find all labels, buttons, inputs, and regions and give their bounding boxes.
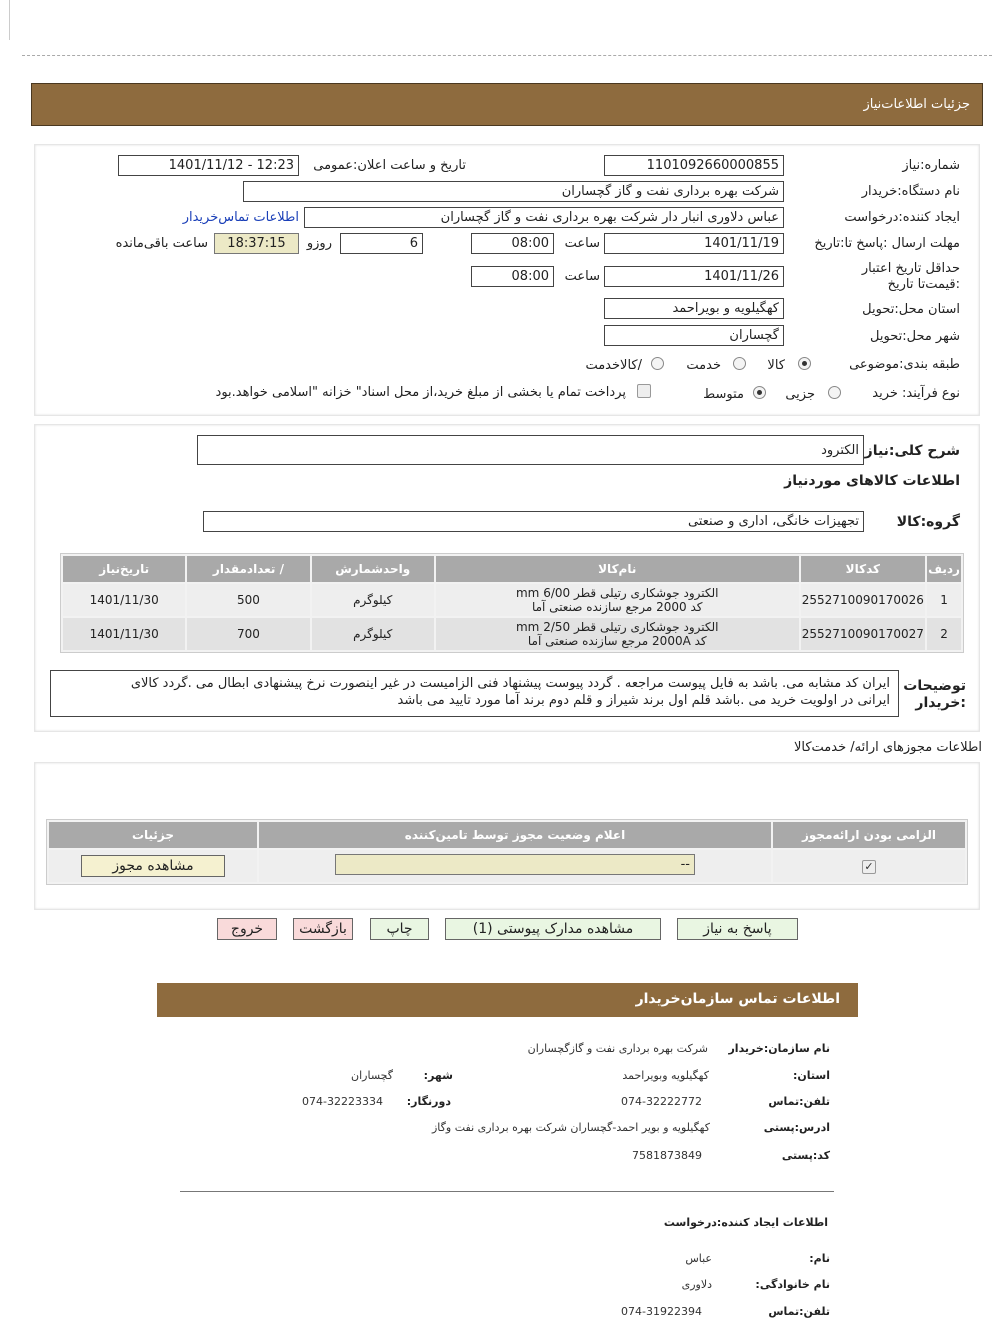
city-field: گچساران [604, 325, 784, 346]
print-button[interactable]: چاپ [370, 918, 429, 940]
top-divider [22, 55, 992, 56]
need-number-label: شماره:نیاز [902, 158, 960, 173]
buyer-notes-label: توضیحات :خریدار [903, 678, 966, 711]
category-both-label: /کالاخدمت [585, 358, 642, 373]
payment-checkbox[interactable] [637, 384, 651, 398]
validity-time-field: 08:00 [471, 266, 554, 287]
desc-label: شرح کلی:نیاز [864, 443, 960, 459]
days-field: 6 [340, 233, 423, 254]
reply-button[interactable]: پاسخ به نیاز [677, 918, 798, 940]
deadline-hour-label: ساعت [564, 236, 600, 251]
creator-name-label: نام: [809, 1252, 830, 1265]
license-required-checkbox[interactable]: ✓ [862, 860, 876, 874]
item-name: الکترود جوشکاری رتیلی قطر 2/50 mm کد 2000A مرجع سازنده صنعتی آما [436, 618, 799, 650]
col-row: ردیف [927, 556, 961, 582]
city-contact-label: شهر: [423, 1069, 453, 1082]
buyer-notes-line2: ایرانی در اولویت خرید می .باشد قلم اول برند شیراز و قلم دوم برند آما مورد تایید می باشد [397, 693, 890, 708]
category-both-radio[interactable] [651, 357, 664, 370]
group-field: تجهیزات خانگی، اداری و صنعتی [203, 511, 864, 532]
province-contact-label: استان: [793, 1069, 830, 1082]
item-code: 2552710090170027 [801, 618, 925, 650]
creator-info-title: اطلاعات ایجاد کننده:درخواست [663, 1216, 828, 1229]
item-unit: کیلوگرم [312, 584, 434, 616]
col-qty: / تعدادمقدار [187, 556, 309, 582]
license-details-cell [49, 850, 257, 882]
desc-field: الکترود [197, 435, 864, 465]
buyer-contact-link[interactable]: اطلاعات تماس‌خریدار [182, 210, 299, 225]
creator-name-value: عباس [685, 1252, 712, 1265]
col-license-status: اعلام وضعیت مجوز توسط تامین‌کننده [259, 822, 771, 848]
buyer-notes-field [50, 670, 899, 717]
phone-label: تلفن:تماس [768, 1095, 830, 1108]
deadline-label: مهلت ارسال :پاسخ تا:تاریخ [814, 236, 960, 251]
province-field: کهگیلویه و بویراحمد [604, 298, 784, 319]
items-table [60, 553, 964, 653]
fax-value: 074-32223334 [302, 1095, 383, 1108]
deadline-date-field: 1401/11/19 [604, 233, 784, 254]
col-name: نام‌کالا [436, 556, 799, 582]
validity-date-field: 1401/11/26 [604, 266, 784, 287]
buyer-field: شرکت بهره برداری نفت و گاز گچساران [243, 181, 784, 202]
goods-info-title: اطلاعات کالاهای موردنیاز [784, 473, 960, 489]
process-partial-radio[interactable] [828, 386, 841, 399]
category-goods-radio[interactable] [798, 357, 811, 370]
item-date: 1401/11/30 [63, 618, 185, 650]
license-required-cell [773, 850, 965, 882]
page-header-bar [31, 83, 983, 126]
org-value: شرکت بهره برداری نفت و گازگچساران [527, 1042, 708, 1055]
license-status-field: -- [335, 854, 695, 875]
announce-field: 1401/11/12 - 12:23 [118, 155, 299, 176]
org-label: نام سازمان:خریدار [728, 1042, 830, 1055]
validity-label: حداقل تاریخ اعتبار :قیمت‌تا تاریخ [861, 261, 960, 292]
need-number-field: 1101092660000855 [604, 155, 784, 176]
contact-bar-title: اطلاعات تماس سازمان‌خریدار [635, 991, 840, 1007]
creator-family-value: دلاوری [681, 1278, 712, 1291]
postal-value: 7581873849 [632, 1149, 702, 1162]
left-border [9, 0, 10, 40]
view-license-button[interactable]: مشاهده مجوز [81, 855, 225, 877]
postal-label: کد:پستی [781, 1149, 830, 1162]
category-goods-label: کالا [767, 358, 785, 373]
province-contact-value: کهگیلویه وبویراحمد [622, 1069, 709, 1082]
row-index: 2 [927, 618, 961, 650]
process-partial-label: جزیی [785, 387, 815, 402]
item-unit: کیلوگرم [312, 618, 434, 650]
attachments-button[interactable]: مشاهده مدارک پیوستی (1) [445, 918, 661, 940]
buyer-label: نام دستگاه:خریدار [861, 184, 960, 199]
table-row [63, 618, 961, 650]
city-contact-value: گچساران [351, 1069, 393, 1082]
address-value: کهگیلویه و بویر احمد-گچساران شرکت بهره برداری نفت وگاز [432, 1121, 710, 1134]
col-license-details: جزئیات [49, 822, 257, 848]
process-medium-radio[interactable] [753, 386, 766, 399]
phone-value: 074-32222772 [621, 1095, 702, 1108]
category-label: طبقه بندی:موضوعی [849, 357, 960, 372]
license-table [46, 819, 968, 885]
province-label: استان محل:تحویل [862, 302, 960, 317]
process-label: نوع فرآیند: خرید [872, 386, 960, 401]
payment-note: پرداخت تمام یا بخشی از مبلغ خرید،از محل اسناد" خزانه "اسلامی خواهد.بود [215, 385, 626, 400]
license-status-cell [259, 850, 771, 882]
creator-phone-label: تلفن:تماس [768, 1305, 830, 1318]
item-code: 2552710090170026 [801, 584, 925, 616]
remaining-label: ساعت باقی‌مانده [115, 236, 208, 251]
col-license-required: الزامی بودن ارائه‌مجوز [773, 822, 965, 848]
col-unit: واحدشمارش [312, 556, 434, 582]
license-title: اطلاعات مجوزهای ارائه/ خدمت‌کالا [793, 740, 982, 755]
creator-phone-value: 074-31922394 [621, 1305, 702, 1318]
buyer-notes-line1: ایران کد مشابه می. باشد به فایل پیوست مراجعه . گردد پیوست پیشنهاد فنی الزامیست در غیر اینصورت نرخ پیشنهادی ابطال می .گردد کالای [130, 676, 890, 691]
item-qty: 700 [187, 618, 309, 650]
back-button[interactable]: بازگشت [293, 918, 353, 940]
announce-label: تاریخ و ساعت اعلان:عمومی [313, 158, 466, 173]
row-index: 1 [927, 584, 961, 616]
category-service-label: خدمت [686, 358, 721, 373]
item-qty: 500 [187, 584, 309, 616]
creator-family-label: نام خانوادگی: [755, 1278, 830, 1291]
table-row [63, 584, 961, 616]
city-label: شهر محل:تحویل [870, 329, 960, 344]
creator-label: ایجاد کننده:درخواست [844, 210, 960, 225]
creator-field: عباس دلاوری انبار دار شرکت بهره برداری نفت و گاز گچساران [304, 207, 784, 228]
item-name: الکترود جوشکاری رتیلی قطر 6/00 mm کد 2000 مرجع سازنده صنعتی آما [436, 584, 799, 616]
days-label: روزو [306, 236, 332, 251]
item-date: 1401/11/30 [63, 584, 185, 616]
col-date: تاریخ‌نیاز [63, 556, 185, 582]
fax-label: دورنگار: [406, 1095, 451, 1108]
category-service-radio[interactable] [733, 357, 746, 370]
header-tabs[interactable]: جزئیات اطلاعات‌نیاز [863, 97, 970, 112]
contact-bar [157, 983, 858, 1017]
col-code: کدکالا [801, 556, 925, 582]
exit-button[interactable]: خروج [217, 918, 277, 940]
group-label: گروه:کالا [896, 514, 960, 530]
process-medium-label: متوسط [703, 387, 744, 402]
remaining-time-field: 18:37:15 [214, 233, 299, 254]
contact-divider [180, 1191, 834, 1192]
address-label: ادرس:پستی [763, 1121, 830, 1134]
deadline-time-field: 08:00 [471, 233, 554, 254]
validity-hour-label: ساعت [564, 269, 600, 284]
